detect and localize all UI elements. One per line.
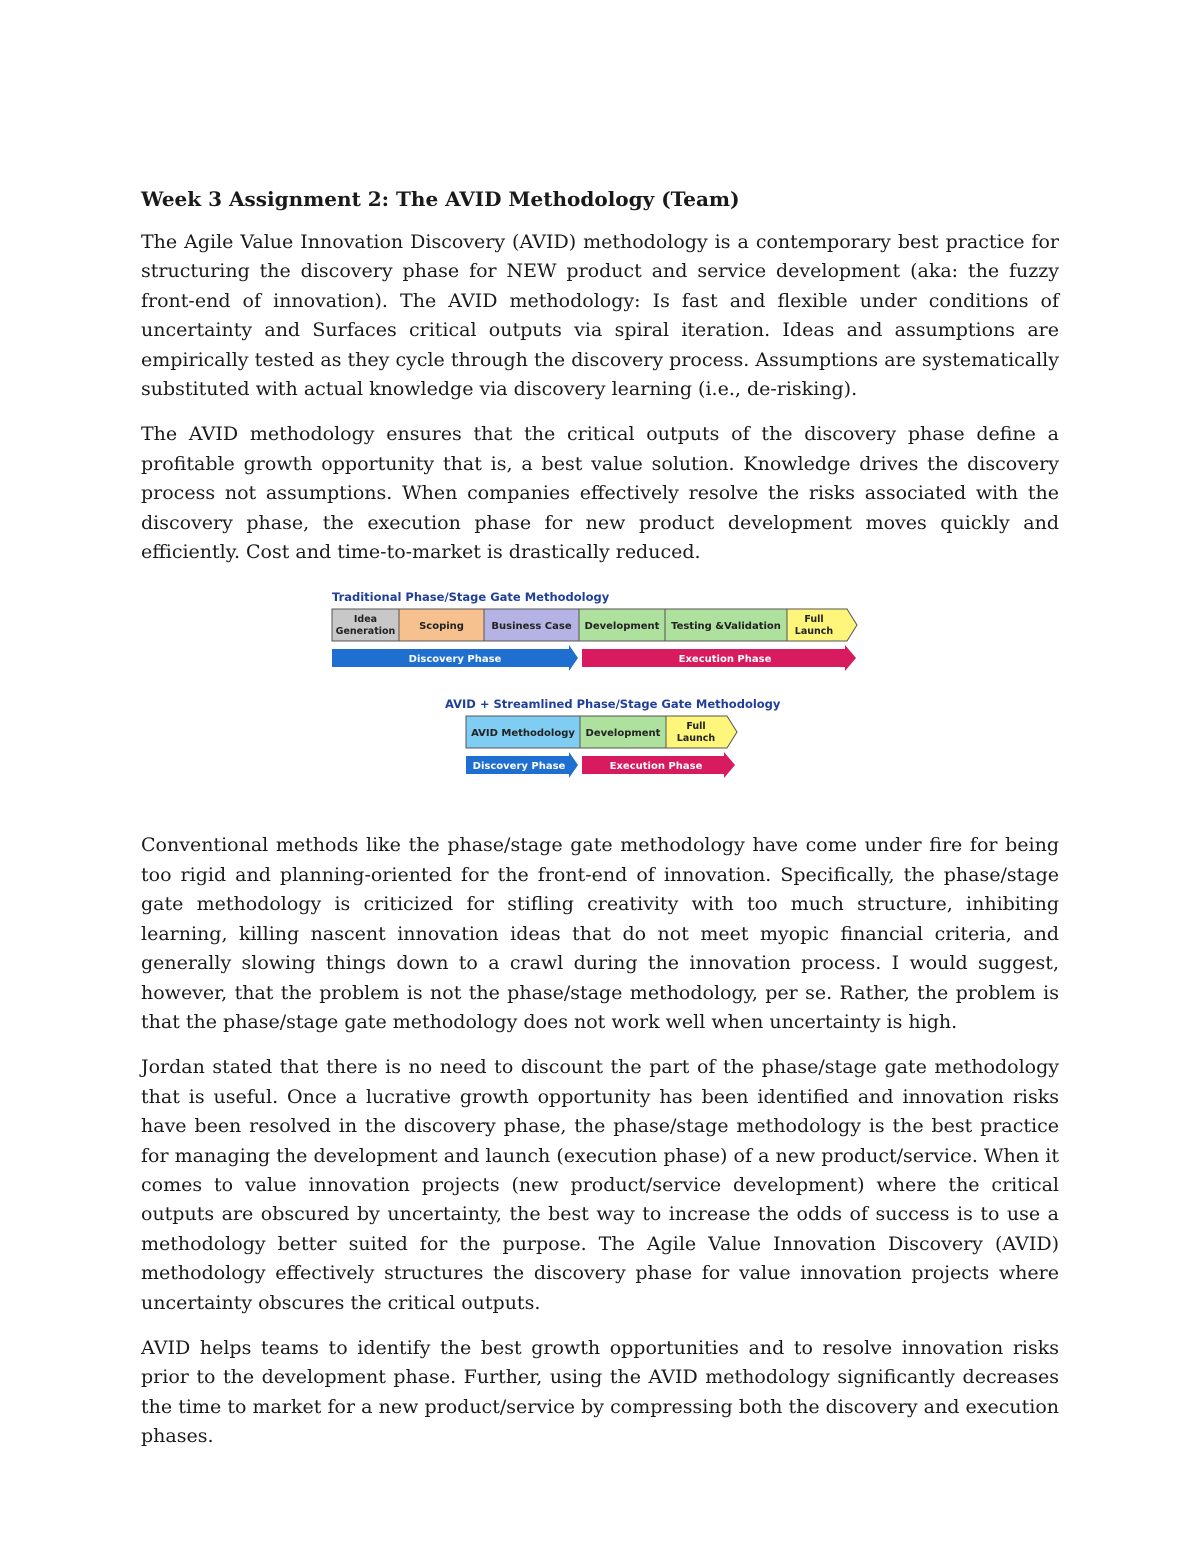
avid-stage-launch: [666, 716, 737, 748]
traditional-stage-scoping: [399, 609, 484, 641]
methodology-diagram-svg: [141, 583, 1059, 815]
avid-discovery-arrow: [466, 752, 578, 778]
traditional-stage-idea: [332, 609, 399, 641]
paragraph-critical-outputs: The AVID methodology ensures that the critical outputs of the discovery phase define a profitable growth opportunity that is, a best value solution. Knowledge drives the discovery process not assumptions. When companies effectively resolve the risks associated with the discovery phase, the execution phase for new product development moves quickly and efficiently. Cost and time-to-market is drastically reduced.: [141, 423, 1059, 564]
avid-stage-avid-label: AVID Methodology: [471, 728, 575, 740]
stage-business-case: Business Case: [491, 621, 572, 633]
avid-discovery-label: Discovery Phase: [472, 761, 566, 773]
stage-launch-line2: Launch: [794, 626, 834, 638]
methodology-diagram: [141, 583, 1059, 815]
paragraph-avid-helps: AVID helps teams to identify the best growth opportunities and to resolve innovation risks prior to the development phase. Further, using the AVID methodology significantly decreases the time to market for a new product/service by compressing both the discovery and execution phases.: [141, 1336, 1059, 1448]
page-title: Week 3 Assignment 2: The AVID Methodology (Team): [141, 187, 740, 211]
stage-idea-line2: Generation: [335, 626, 396, 638]
stage-launch-line1: Full: [804, 614, 824, 626]
traditional-execution-arrow: [582, 645, 856, 671]
avid-stage-development: [580, 716, 666, 748]
avid-stage-launch-line1: Full: [686, 721, 706, 733]
avid-stage-launch-line2: Launch: [676, 733, 716, 745]
avid-title: AVID + Streamlined Phase/Stage Gate Methodology: [445, 697, 781, 712]
traditional-execution-label: Execution Phase: [678, 654, 772, 666]
document-body: [141, 184, 1059, 1468]
traditional-stage-testing: [665, 609, 787, 641]
traditional-title: Traditional Phase/Stage Gate Methodology: [332, 590, 610, 605]
stage-testing: Testing &Validation: [671, 621, 781, 633]
traditional-stage-business-case: [484, 609, 579, 641]
paragraph-jordan: Jordan stated that there is no need to discount the part of the phase/stage gate methodology that is useful. Once a lucrative growth opportunity has been identified and innovation risks have been resolved in the discovery phase, the phase/stage methodology is the best practice for managing the development and launch (execution phase) of a new product/service. When it comes to value innovation projects (new product/service development) where the critical outputs are obscured by uncertainty, the best way to increase the odds of success is to use a methodology better suited for the purpose. The Agile Value Innovation Discovery (AVID) methodology effectively structures the discovery phase for value innovation projects where uncertainty obscures the critical outputs.: [141, 1056, 1059, 1314]
stage-development: Development: [584, 621, 660, 633]
avid-stage-development-label: Development: [585, 728, 661, 740]
paragraph-intro: The Agile Value Innovation Discovery (AVID) methodology is a contemporary best practice for structuring the discovery phase for NEW product and service development (aka: the fuzzy front-end of innovation). The AVID methodology: Is fast and flexible under conditions of uncertainty and Surfaces critical outputs via spiral iteration. Ideas and assumptions are empirically tested as they cycle through the discovery process. Assumptions are systematically substituted with actual knowledge via discovery learning (i.e., de-risking).: [141, 231, 1059, 401]
traditional-stage-launch: [787, 609, 857, 641]
traditional-discovery-arrow: [332, 645, 578, 671]
stage-idea-line1: Idea: [353, 614, 378, 626]
avid-execution-label: Execution Phase: [609, 761, 703, 773]
avid-execution-arrow: [582, 752, 735, 778]
avid-stage-avid: [466, 716, 580, 748]
stage-scoping: Scoping: [419, 621, 464, 633]
traditional-discovery-label: Discovery Phase: [408, 654, 502, 666]
traditional-stage-development: [579, 609, 665, 641]
paragraph-conventional-methods: Conventional methods like the phase/stage gate methodology have come under fire for being too rigid and planning-oriented for the front-end of innovation. Specifically, the phase/stage gate methodology is criticized for stifling creativity with too much structure, inhibiting learning, killing nascent innovation ideas that do not meet myopic financial criteria, and generally slowing things down to a crawl during the innovation process. I would suggest, however, that the problem is not the phase/stage methodology, per se. Rather, the problem is that the phase/stage gate methodology does not work well when uncertainty is high.: [141, 834, 1059, 1033]
